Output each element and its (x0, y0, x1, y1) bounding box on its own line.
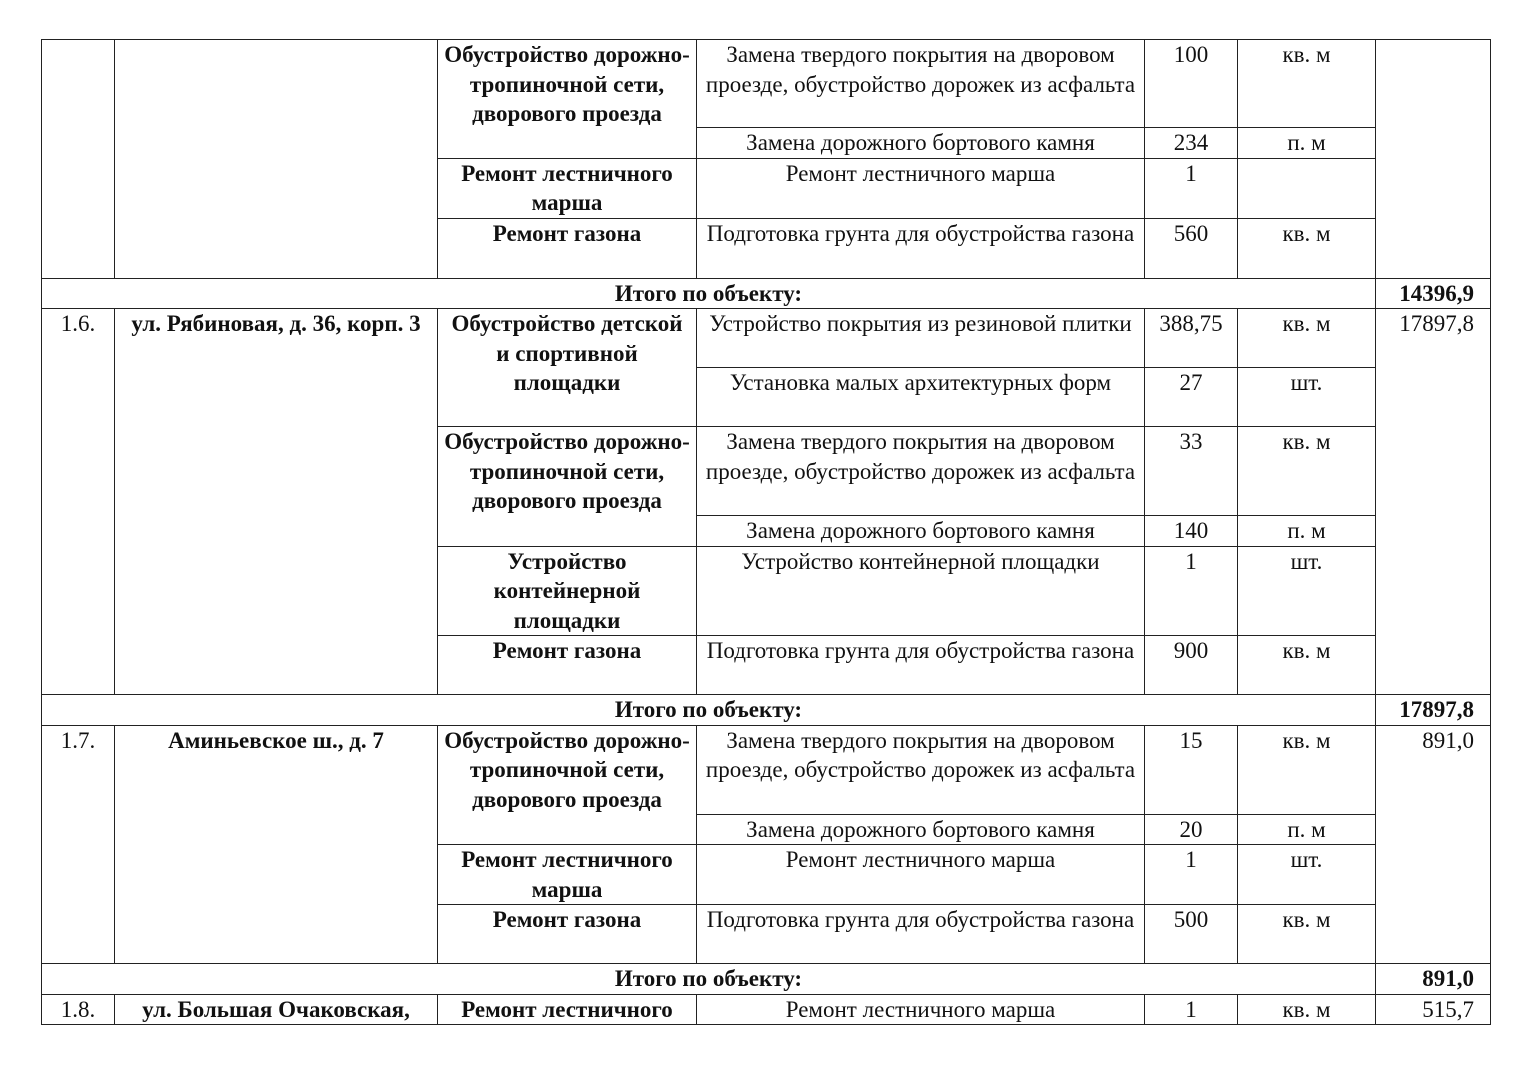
num-cell: 1.6. (42, 309, 115, 695)
work-desc-cell: Замена твердого покрытия на дворовом проезде, обустройство дорожек из асфальта (697, 427, 1145, 516)
unit-cell: шт. (1238, 845, 1376, 905)
qty-cell: 100 (1145, 40, 1238, 128)
total-row (42, 964, 1491, 995)
qty-cell: 388,75 (1145, 309, 1238, 368)
unit-cell: кв. м (1238, 40, 1376, 128)
total-value: 17897,8 (1376, 695, 1491, 726)
address-cell: ул. Рябиновая, д. 36, корп. 3 (115, 309, 438, 695)
work-desc-cell: Подготовка грунта для обустройства газона (697, 636, 1145, 695)
qty-cell: 20 (1145, 814, 1238, 845)
work-type-cell: Ремонт лестничного марша (438, 158, 697, 218)
total-row (42, 278, 1491, 309)
work-desc-cell: Замена твердого покрытия на дворовом проезде, обустройство дорожек из асфальта (697, 40, 1145, 128)
qty-cell: 1 (1145, 845, 1238, 905)
unit-cell: кв. м (1238, 905, 1376, 964)
total-value: 14396,9 (1376, 278, 1491, 309)
qty-cell: 27 (1145, 368, 1238, 427)
sum-cell: 891,0 (1376, 725, 1491, 964)
work-desc-cell: Замена твердого покрытия на дворовом проезде, обустройство дорожек из асфальта (697, 725, 1145, 814)
qty-cell: 500 (1145, 905, 1238, 964)
work-desc-cell: Устройство контейнерной площадки (697, 546, 1145, 636)
work-desc-cell: Ремонт лестничного марша (697, 845, 1145, 905)
qty-cell: 234 (1145, 128, 1238, 159)
qty-cell: 560 (1145, 218, 1238, 278)
sum-cell: 17897,8 (1376, 309, 1491, 695)
total-label: Итого по объекту: (42, 695, 1376, 726)
unit-cell: кв. м (1238, 994, 1376, 1025)
unit-cell: кв. м (1238, 725, 1376, 814)
work-type-cell: Обустройство дорожно-тропиночной сети, дворового проезда (438, 725, 697, 845)
work-type-cell: Обустройство дорожно-тропиночной сети, дворового проезда (438, 40, 697, 159)
work-type-cell: Ремонт лестничного марша (438, 845, 697, 905)
work-desc-cell: Ремонт лестничного марша (697, 158, 1145, 218)
work-desc-cell: Замена дорожного бортового камня (697, 516, 1145, 547)
work-type-cell: Ремонт лестничного (438, 994, 697, 1025)
qty-cell: 1 (1145, 994, 1238, 1025)
total-row (42, 695, 1491, 726)
unit-cell (1238, 158, 1376, 218)
table-row (42, 309, 1491, 368)
num-cell: 1.8. (42, 994, 115, 1025)
address-cell (115, 40, 438, 279)
unit-cell: кв. м (1238, 427, 1376, 516)
table-row (42, 40, 1491, 128)
address-cell: Аминьевское ш., д. 7 (115, 725, 438, 964)
work-desc-cell: Замена дорожного бортового камня (697, 814, 1145, 845)
work-type-cell: Ремонт газона (438, 636, 697, 695)
unit-cell: п. м (1238, 128, 1376, 159)
work-desc-cell: Устройство покрытия из резиновой плитки (697, 309, 1145, 368)
work-desc-cell: Подготовка грунта для обустройства газона (697, 905, 1145, 964)
total-label: Итого по объекту: (42, 278, 1376, 309)
works-table (41, 39, 1491, 1025)
unit-cell: кв. м (1238, 309, 1376, 368)
unit-cell: шт. (1238, 546, 1376, 636)
address-cell: ул. Большая Очаковская, (115, 994, 438, 1025)
work-desc-cell: Подготовка грунта для обустройства газона (697, 218, 1145, 278)
work-type-cell: Устройство контейнерной площадки (438, 546, 697, 636)
unit-cell: шт. (1238, 368, 1376, 427)
qty-cell: 140 (1145, 516, 1238, 547)
work-desc-cell: Установка малых архитектурных форм (697, 368, 1145, 427)
work-desc-cell: Ремонт лестничного марша (697, 994, 1145, 1025)
table-row (42, 994, 1491, 1025)
work-type-cell: Обустройство детской и спортивной площадки (438, 309, 697, 427)
unit-cell: кв. м (1238, 218, 1376, 278)
table-row (42, 725, 1491, 814)
work-type-cell: Ремонт газона (438, 905, 697, 964)
qty-cell: 33 (1145, 427, 1238, 516)
qty-cell: 1 (1145, 158, 1238, 218)
num-cell (42, 40, 115, 279)
total-value: 891,0 (1376, 964, 1491, 995)
num-cell: 1.7. (42, 725, 115, 964)
qty-cell: 1 (1145, 546, 1238, 636)
sum-cell: 515,7 (1376, 994, 1491, 1025)
total-label: Итого по объекту: (42, 964, 1376, 995)
work-type-cell: Обустройство дорожно-тропиночной сети, дворового проезда (438, 427, 697, 547)
work-type-cell: Ремонт газона (438, 218, 697, 278)
work-desc-cell: Замена дорожного бортового камня (697, 128, 1145, 159)
qty-cell: 15 (1145, 725, 1238, 814)
unit-cell: п. м (1238, 516, 1376, 547)
unit-cell: п. м (1238, 814, 1376, 845)
sum-cell (1376, 40, 1491, 279)
unit-cell: кв. м (1238, 636, 1376, 695)
qty-cell: 900 (1145, 636, 1238, 695)
